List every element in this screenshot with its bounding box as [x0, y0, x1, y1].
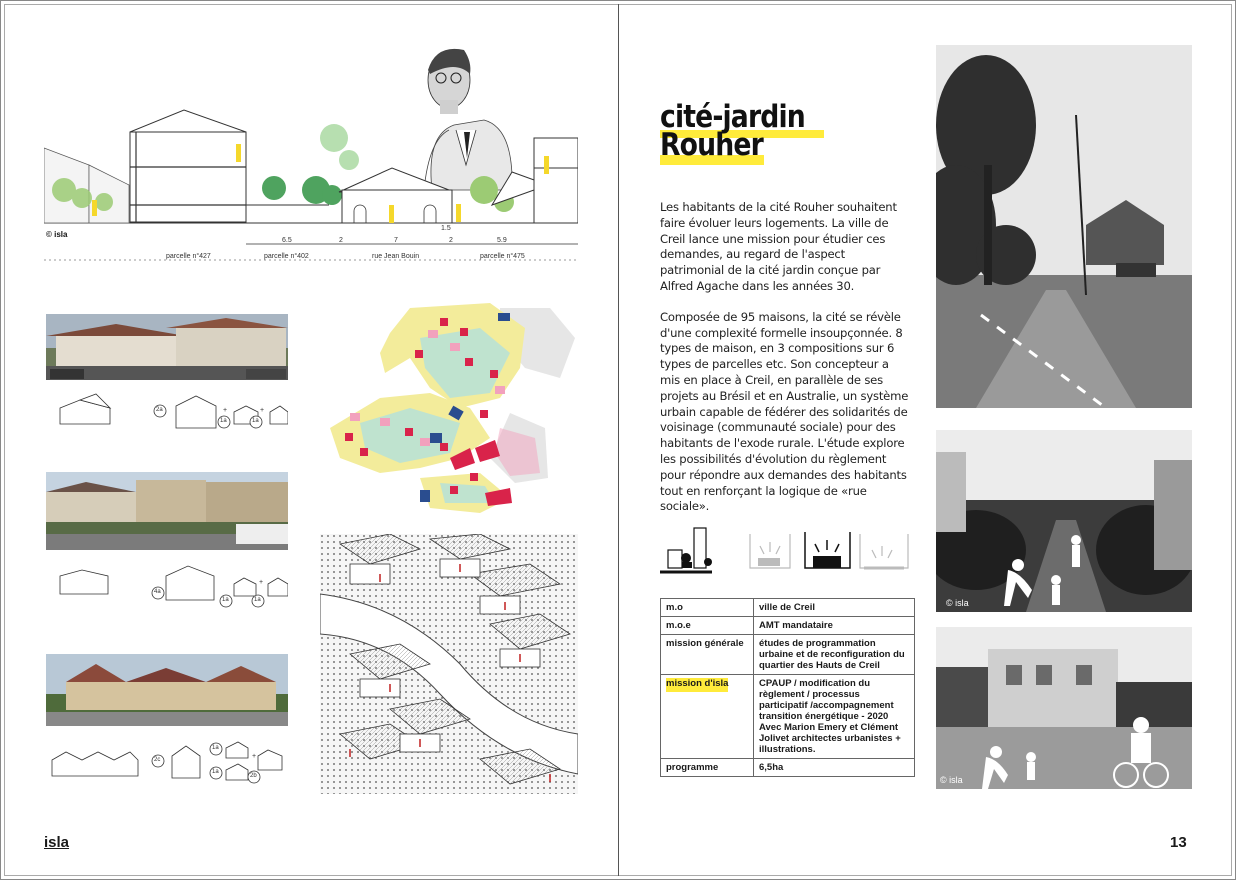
axonometric-drawing [320, 534, 578, 794]
table-value: études de programmation urbaine et de reconfiguration du quartier des Hauts de Creil [754, 635, 915, 675]
highlighted-key: mission d'isla [666, 678, 729, 689]
svg-text:+: + [259, 579, 264, 586]
table-value: ville de Creil [754, 599, 915, 617]
table-key: m.o [661, 599, 754, 617]
house-type-diagram-row-1 [46, 390, 288, 435]
table-key: m.o.e [661, 617, 754, 635]
table-row [661, 617, 915, 635]
dim-label: 6.5 [282, 237, 292, 244]
svg-text:+: + [260, 407, 265, 414]
book-spine [618, 4, 619, 876]
copyright-label: © isla [46, 230, 68, 239]
project-info-table [660, 598, 915, 777]
table-value: 6,5ha [754, 759, 915, 777]
page-title-line-2: Rouher [660, 127, 763, 163]
house-front-photo [936, 627, 1192, 789]
pictogram-city [660, 528, 712, 572]
pictogram-sun-dark [805, 532, 850, 568]
photo-credit: © isla [940, 775, 963, 785]
svg-text:+: + [252, 753, 257, 760]
table-row [661, 675, 915, 759]
photo-credit: © isla [946, 598, 969, 608]
table-key [661, 675, 754, 759]
svg-text:+: + [223, 407, 228, 414]
house-type-badge: 2c [154, 757, 161, 763]
house-type-diagram-row-2 [46, 562, 288, 610]
house-type-badge: 1a [212, 745, 219, 751]
parcel-label: parcelle n°475 [480, 253, 525, 260]
house-type-badge: 1a [252, 418, 259, 424]
house-type-badge: 2a [156, 407, 163, 413]
house-type-badge: 1a [254, 597, 261, 603]
dim-label: 1.5 [441, 225, 451, 232]
pictogram-sun-light [860, 534, 908, 568]
dim-label: 5.9 [497, 237, 507, 244]
house-type-diagram-row-3 [46, 738, 288, 790]
table-key: mission générale [661, 635, 754, 675]
table-value: AMT mandataire [754, 617, 915, 635]
page-title-line-1: cité-jardin [660, 99, 805, 135]
house-type-badge: 1a [220, 418, 227, 424]
footer-brand: isla [44, 834, 70, 851]
house-type-badge: 2b [250, 773, 257, 779]
paragraph-description: Composée de 95 maisons, la cité se révèle d'une complexité formelle insoupçonnée. 8 types de maison, en 3 compositions sur 6 types de parcelles etc. Son concepteur a mis en place à Creil, en parallèle de ses projets au Brésil et en Australie, un système urbain capable de fédérer des solidarités de voisinage (communauté sociale) pour des habitants de l'exode rurale. L'étude explore les possibilités d'évolution du règlement pour répondre aux demandes des habitants tout en renforçant la logique de «rue sociale». [660, 309, 909, 514]
architect-portrait [424, 49, 512, 190]
street-section-drawing [44, 40, 578, 270]
dim-label: 7 [394, 237, 398, 244]
house-type-badge: 1a [222, 597, 229, 603]
table-row [661, 635, 915, 675]
dim-label: 2 [449, 237, 453, 244]
house-type-badge: 1a [212, 769, 219, 775]
garden-path-photo [936, 430, 1192, 612]
parcel-label: parcelle n°427 [166, 253, 211, 260]
pictogram-row [660, 524, 912, 574]
table-row [661, 759, 915, 777]
table-value: CPAUP / modification du règlement / processus participatif /accompagnement transition énergétique - 2020 Avec Marion Emery et Clément Jolivet architectes urbanistes + illustrations. [754, 675, 915, 759]
parcel-label: parcelle n°402 [264, 253, 309, 260]
street-photo-3 [46, 654, 288, 726]
pictogram-sun-grey [750, 534, 790, 568]
parcel-label: rue Jean Bouin [372, 253, 420, 260]
dim-label: 2 [339, 237, 343, 244]
page-number: 13 [1170, 834, 1187, 851]
street-photo-2 [46, 472, 288, 550]
table-key: programme [661, 759, 754, 777]
street-view-photo [936, 45, 1192, 408]
parcel-plan-map [320, 298, 578, 520]
table-row [661, 599, 915, 617]
street-photo-1 [46, 314, 288, 380]
paragraph-intro: Les habitants de la cité Rouher souhaitent faire évoluer leurs logements. La ville de Creil lance une mission pour étudier ces demandes, au regard de l'aspect patrimonial de la cité jardin conçue par Alfred Agache dans les années 30. [660, 200, 897, 293]
body-text [660, 200, 912, 515]
house-type-badge: 4a [154, 589, 161, 595]
